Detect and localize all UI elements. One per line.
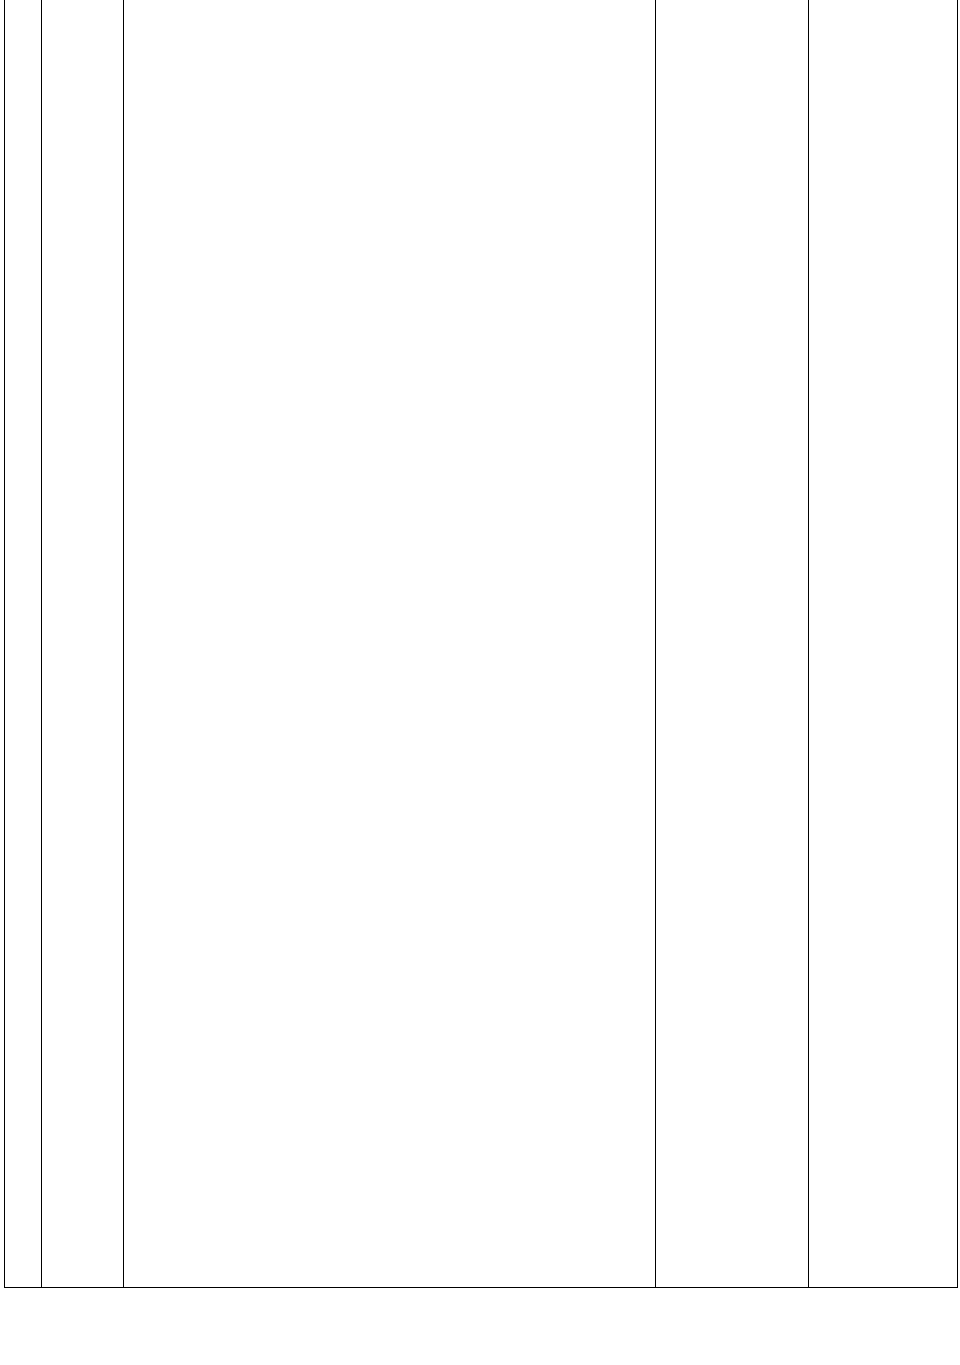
column-divider <box>808 0 809 1287</box>
balance-sheet-table <box>4 0 958 1288</box>
column-divider <box>123 0 124 1287</box>
column-divider <box>957 0 958 1287</box>
column-divider <box>41 0 42 1287</box>
column-divider <box>655 0 656 1287</box>
